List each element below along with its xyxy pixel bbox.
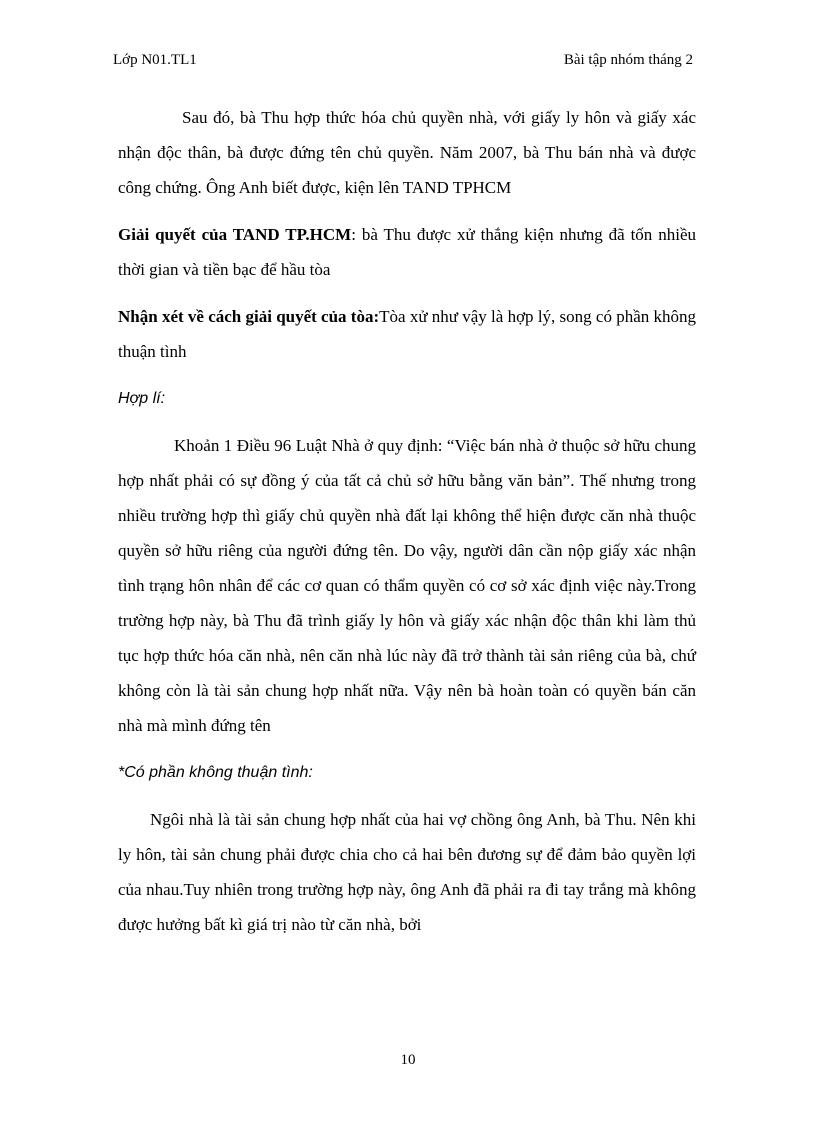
court-resolution-text: : bà Thu được xử thắng kiện nhưng đã tốn nhiều thời gian và tiền bạc để hầu tòa: [118, 225, 696, 279]
paragraph-shared-property: Ngôi nhà là tài sản chung hợp nhất của hai vợ chồng ông Anh, bà Thu. Nên khi ly hôn, tài sản chung phải được chia cho cả hai bên đương sự để đảm bảo quyền lợi của nhau.Tuy nhiên trong trường hợp này, ông Anh đã phải ra đi tay trắng mà không được hưởng bất kì giá trị nào từ căn nhà, bởi: [118, 810, 696, 934]
heading-reasonable: Hợp lí:: [118, 390, 166, 407]
document-body: [118, 100, 696, 954]
court-review-text: Tòa xử như vậy là hợp lý, song có phần không thuận tình: [118, 307, 696, 361]
header-class-label: Lớp N01.TL1: [113, 52, 197, 68]
paragraph-court-resolution: [118, 217, 696, 287]
page-number: 10: [400, 1052, 416, 1068]
header-assignment-label: Bài tập nhóm tháng 2: [563, 52, 693, 68]
paragraph-court-review: [118, 299, 696, 369]
court-review-label: Nhận xét về cách giải quyết của tòa:: [118, 307, 380, 326]
page-header: [113, 52, 693, 72]
heading-not-agreeable: *Có phần không thuận tình:: [118, 764, 313, 781]
paragraph-legal-basis: Khoản 1 Điều 96 Luật Nhà ở quy định: “Việc bán nhà ở thuộc sở hữu chung hợp nhất phải có sự đồng ý của tất cả chủ sở hữu bằng văn bản”. Thế nhưng trong nhiều trường hợp thì giấy chủ quyền nhà đất lại không thể hiện được căn nhà thuộc quyền sở hữu riêng của người đứng tên. Do vậy, người dân cần nộp giấy xác nhận tình trạng hôn nhân để các cơ quan có thẩm quyền có cơ sở xác định việc này.Trong trường hợp này, bà Thu đã trình giấy ly hôn và giấy xác nhận độc thân khi làm thủ tục hợp thức hóa căn nhà, nên căn nhà lúc này đã trở thành tài sản riêng của bà, chứ không còn là tài sản chung hợp nhất nữa. Vậy nên bà hoàn toàn có quyền bán căn nhà mà mình đứng tên: [118, 436, 696, 735]
court-resolution-label: Giải quyết của TAND TP.HCM: [118, 225, 352, 244]
paragraph-case-facts: Sau đó, bà Thu hợp thức hóa chủ quyền nhà, với giấy ly hôn và giấy xác nhận độc thân, bà được đứng tên chủ quyền. Năm 2007, bà Thu bán nhà và được công chứng. Ông Anh biết được, kiện lên TAND TPHCM: [118, 108, 696, 197]
